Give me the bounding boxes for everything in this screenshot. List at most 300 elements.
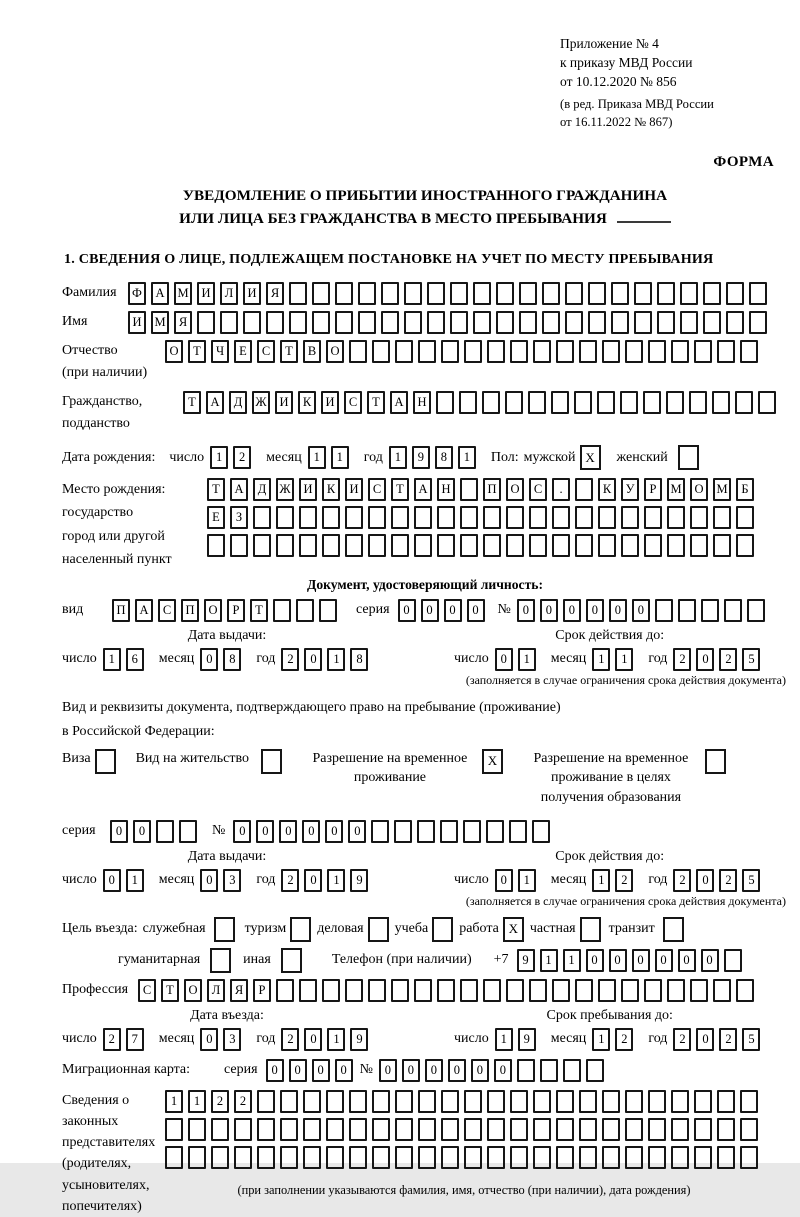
char-box (441, 1118, 459, 1141)
char-box (243, 311, 261, 334)
char-box (303, 1118, 321, 1141)
char-box (220, 311, 238, 334)
char-box (211, 1146, 229, 1169)
char-box (574, 391, 592, 414)
char-box: С (158, 599, 176, 622)
digit-box: 9 (518, 1028, 536, 1051)
surname-label: Фамилия (62, 285, 117, 301)
digit-box: 5 (742, 869, 760, 892)
char-box (575, 506, 593, 529)
char-box (436, 391, 454, 414)
char-box: С (344, 391, 362, 414)
char-box (667, 979, 685, 1002)
char-box (556, 1090, 574, 1113)
digit-box: 1 (458, 446, 476, 469)
char-box: И (345, 478, 363, 501)
char-box (740, 1146, 758, 1169)
digit-box: 0 (304, 869, 322, 892)
char-box: Т (280, 340, 298, 363)
option-residence-permit: Вид на жительство (136, 749, 286, 774)
char-box (372, 340, 390, 363)
char-box (505, 391, 523, 414)
char-box: О (165, 340, 183, 363)
birth-place-row-1 (207, 478, 759, 501)
char-box (345, 979, 363, 1002)
char-box (299, 979, 317, 1002)
char-box (597, 391, 615, 414)
row-purpose-2: гуманитарная иная Телефон (при наличии) +7 9 1 1 0 0 0 0 0 0 (62, 948, 788, 973)
identity-valid-date (454, 628, 765, 671)
char-box (588, 282, 606, 305)
char-box (620, 391, 638, 414)
char-box (322, 506, 340, 529)
digit-box: 1 (615, 648, 633, 671)
digit-box: 1 (389, 446, 407, 469)
char-box (667, 534, 685, 557)
char-box (395, 340, 413, 363)
char-box (694, 1090, 712, 1113)
char-box: Р (227, 599, 245, 622)
char-box (460, 506, 478, 529)
valid-date-group (454, 648, 765, 671)
char-box (394, 820, 412, 843)
char-box: Ч (211, 340, 229, 363)
char-box (464, 1090, 482, 1113)
identity-doc-note: (заполняется в случае ограничения срока действия документа) (465, 672, 786, 687)
char-box (296, 599, 314, 622)
char-box (404, 282, 422, 305)
char-box: 0 (421, 599, 439, 622)
char-box (602, 340, 620, 363)
option-temp-residence: Разрешение на временное проживание X (306, 749, 507, 788)
char-box (417, 820, 435, 843)
checkbox-purpose-other (281, 948, 302, 973)
char-box (335, 311, 353, 334)
profession-boxes (138, 979, 759, 1002)
char-box (724, 949, 742, 972)
char-box: 0 (266, 1059, 284, 1082)
residence-number-label: № (212, 823, 226, 839)
char-box: Л (220, 282, 238, 305)
residence-doc-options (62, 749, 788, 808)
char-box (586, 1059, 604, 1082)
char-box: Б (736, 478, 754, 501)
char-box (510, 1118, 528, 1141)
char-box (556, 1146, 574, 1169)
char-box (657, 311, 675, 334)
char-box (712, 391, 730, 414)
digit-box: 0 (304, 1028, 322, 1051)
char-box (717, 1090, 735, 1113)
date-part-label: год (256, 651, 276, 667)
char-box (533, 340, 551, 363)
char-box: Д (253, 478, 271, 501)
char-box (335, 282, 353, 305)
digit-box: 0 (200, 1028, 218, 1051)
row-profession (62, 979, 788, 1002)
residence-issue-date (62, 849, 392, 892)
digit-box: 1 (592, 869, 610, 892)
section-1-heading: 1. СВЕДЕНИЯ О ЛИЦЕ, ПОДЛЕЖАЩЕМ ПОСТАНОВКЕ НА УЧЕТ ПО МЕСТУ ПРЕБЫВАНИЯ (64, 250, 714, 267)
digit-box: 3 (223, 1028, 241, 1051)
row-residence-series (62, 820, 788, 843)
page-title (62, 185, 788, 231)
char-box (713, 506, 731, 529)
birth-date-group (169, 446, 480, 469)
char-box: 0 (586, 949, 604, 972)
char-box (459, 391, 477, 414)
char-box (368, 979, 386, 1002)
migration-number-boxes (379, 1059, 609, 1082)
digit-box: 9 (412, 446, 430, 469)
char-box (414, 979, 432, 1002)
doc-series-boxes (398, 599, 490, 622)
birth-place-boxes (207, 478, 759, 562)
char-box: Т (367, 391, 385, 414)
char-box (634, 311, 652, 334)
row-given-name (62, 311, 788, 334)
digit-box: 8 (350, 648, 368, 671)
char-box: М (713, 478, 731, 501)
char-box: 0 (586, 599, 604, 622)
char-box: 0 (444, 599, 462, 622)
digit-box: 1 (327, 869, 345, 892)
char-box: Я (266, 282, 284, 305)
char-box (418, 1146, 436, 1169)
char-box (551, 391, 569, 414)
checkbox-purpose-work: X (503, 917, 524, 942)
option-temp-residence-education: Разрешение на временное проживание в целях получения образования (525, 749, 730, 808)
char-box (486, 820, 504, 843)
char-box (345, 534, 363, 557)
doc-kind-boxes (112, 599, 342, 622)
char-box (747, 599, 765, 622)
char-box: У (621, 478, 639, 501)
representatives-label: Сведения о законных представителях (родителях, усыновителях, попечителях) (62, 1092, 156, 1214)
char-box: В (303, 340, 321, 363)
char-box (724, 599, 742, 622)
birth-date-label: Дата рождения: (62, 449, 156, 465)
char-box (395, 1146, 413, 1169)
char-box (598, 979, 616, 1002)
annex-line: от 16.11.2022 № 867) (560, 115, 673, 130)
char-box: 0 (256, 820, 274, 843)
representatives-row-2 (165, 1118, 763, 1141)
char-box (579, 1118, 597, 1141)
digit-box: 1 (308, 446, 326, 469)
digit-box: 1 (103, 648, 121, 671)
annex-reference (560, 34, 788, 132)
char-box (464, 1118, 482, 1141)
char-box: И (243, 282, 261, 305)
char-box (276, 979, 294, 1002)
char-box (621, 979, 639, 1002)
residence-series-label: серия (62, 823, 96, 839)
char-box (358, 282, 376, 305)
digit-box: 3 (223, 869, 241, 892)
char-box: Ж (276, 478, 294, 501)
char-box (749, 282, 767, 305)
char-box: П (181, 599, 199, 622)
digit-box: 1 (327, 648, 345, 671)
char-box: И (321, 391, 339, 414)
char-box (556, 1118, 574, 1141)
char-box (165, 1118, 183, 1141)
char-box: П (483, 478, 501, 501)
date-part-label: год (648, 651, 668, 667)
checkbox-purpose-private (580, 917, 601, 942)
char-box (179, 820, 197, 843)
char-box (506, 506, 524, 529)
char-box: С (529, 478, 547, 501)
char-box (726, 311, 744, 334)
char-box (319, 599, 337, 622)
char-box: Е (207, 506, 225, 529)
char-box (207, 534, 225, 557)
char-box (634, 282, 652, 305)
char-box (678, 599, 696, 622)
date-part-label: месяц (266, 449, 302, 465)
digit-box: 1 (495, 1028, 513, 1051)
char-box (326, 1146, 344, 1169)
char-box (460, 979, 478, 1002)
option-visa: Виза (62, 749, 120, 774)
char-box (644, 534, 662, 557)
char-box (509, 820, 527, 843)
char-box (703, 311, 721, 334)
char-box (460, 478, 478, 501)
char-box: А (206, 391, 224, 414)
char-box (666, 391, 684, 414)
profession-label: Профессия (62, 982, 129, 998)
char-box: 1 (563, 949, 581, 972)
char-box: А (151, 282, 169, 305)
char-box (667, 506, 685, 529)
citizenship-boxes (183, 391, 781, 414)
char-box (510, 1090, 528, 1113)
date-part-label: месяц (158, 651, 195, 667)
date-part-label: месяц (158, 872, 195, 888)
char-box (655, 599, 673, 622)
char-box (690, 534, 708, 557)
date-part-label: число (62, 651, 97, 667)
char-box: 0 (448, 1059, 466, 1082)
char-box (257, 1118, 275, 1141)
char-box (540, 1059, 558, 1082)
doc-series-label: серия (356, 602, 390, 618)
date-part-label: число (454, 651, 489, 667)
digit-box: 1 (518, 869, 536, 892)
checkbox-gender-female (678, 445, 699, 470)
char-box (621, 506, 639, 529)
char-box (680, 311, 698, 334)
char-box (395, 1090, 413, 1113)
char-box (234, 1146, 252, 1169)
char-box: Т (207, 478, 225, 501)
char-box (463, 820, 481, 843)
char-box (368, 534, 386, 557)
char-box (532, 820, 550, 843)
char-box: 0 (540, 599, 558, 622)
char-box: Т (161, 979, 179, 1002)
char-box (414, 534, 432, 557)
checkbox-visa (95, 749, 116, 774)
char-box (391, 979, 409, 1002)
char-box: О (326, 340, 344, 363)
char-box (418, 1090, 436, 1113)
representatives-row-3 (165, 1146, 763, 1169)
char-box: А (414, 478, 432, 501)
annex-line: Приложение № 4 (560, 36, 659, 51)
char-box (529, 534, 547, 557)
char-box: С (257, 340, 275, 363)
residence-number-boxes (233, 820, 555, 843)
valid-date-heading: Срок действия до: (555, 627, 665, 643)
char-box: 0 (494, 1059, 512, 1082)
char-box (372, 1090, 390, 1113)
char-box (533, 1146, 551, 1169)
char-box: С (368, 478, 386, 501)
migration-card-label: Миграционная карта: (62, 1062, 191, 1078)
char-box (483, 534, 501, 557)
digit-box: 2 (673, 869, 691, 892)
char-box (473, 311, 491, 334)
char-box (588, 311, 606, 334)
char-box (690, 506, 708, 529)
checkbox-purpose-business (368, 917, 389, 942)
char-box: 1 (165, 1090, 183, 1113)
char-box: С (138, 979, 156, 1002)
char-box (230, 534, 248, 557)
char-box (717, 1118, 735, 1141)
char-box (644, 979, 662, 1002)
char-box (680, 282, 698, 305)
char-box: . (552, 478, 570, 501)
entry-date-heading: Дата въезда: (190, 1007, 264, 1023)
char-box (598, 506, 616, 529)
char-box (276, 534, 294, 557)
char-box: И (275, 391, 293, 414)
char-box (322, 534, 340, 557)
char-box (289, 311, 307, 334)
issue-date-group (62, 869, 392, 892)
date-part-label: число (454, 1031, 489, 1047)
char-box (621, 534, 639, 557)
issue-date-group (62, 648, 392, 671)
char-box (253, 534, 271, 557)
digit-box: 2 (615, 1028, 633, 1051)
char-box (418, 1118, 436, 1141)
char-box: 0 (325, 820, 343, 843)
migration-series-label: серия (224, 1062, 258, 1078)
char-box (740, 340, 758, 363)
char-box (414, 506, 432, 529)
digit-box: 5 (742, 1028, 760, 1051)
char-box (299, 506, 317, 529)
date-part-label: месяц (550, 872, 587, 888)
patronymic-label: Отчество (при наличии) (62, 342, 148, 381)
char-box: М (667, 478, 685, 501)
char-box (483, 506, 501, 529)
representatives-note: (при заполнении указываются фамилия, имя, отчество (при наличии), дата рождения) (237, 1182, 691, 1197)
char-box (542, 282, 560, 305)
digit-box: 0 (103, 869, 121, 892)
char-box (349, 340, 367, 363)
char-box: 0 (279, 820, 297, 843)
surname-boxes (128, 282, 772, 305)
char-box (749, 311, 767, 334)
char-box: 0 (233, 820, 251, 843)
char-box: Н (413, 391, 431, 414)
char-box: 0 (632, 599, 650, 622)
date-part-label: месяц (550, 651, 587, 667)
row-identity-doc (62, 599, 788, 622)
char-box: Е (234, 340, 252, 363)
checkbox-purpose-study (432, 917, 453, 942)
char-box (602, 1090, 620, 1113)
checkbox-purpose-humanitarian (210, 948, 231, 973)
char-box (671, 1146, 689, 1169)
char-box: 9 (517, 949, 535, 972)
char-box (487, 1146, 505, 1169)
char-box (257, 1146, 275, 1169)
char-box: М (174, 282, 192, 305)
issue-date-heading: Дата выдачи: (187, 627, 267, 643)
char-box (519, 311, 537, 334)
char-box (372, 1146, 390, 1169)
phone-boxes (517, 949, 747, 972)
char-box (648, 340, 666, 363)
row-citizenship (62, 391, 788, 436)
char-box (280, 1090, 298, 1113)
date-part-label: год (363, 449, 383, 465)
char-box (563, 1059, 581, 1082)
char-box: А (390, 391, 408, 414)
char-box (736, 506, 754, 529)
row-purpose-1: Цель въезда: служебная туризм деловая учеба работа X частная транзит (62, 917, 788, 942)
char-box (510, 1146, 528, 1169)
char-box (395, 1118, 413, 1141)
gender-label: Пол: (490, 449, 519, 465)
char-box (440, 820, 458, 843)
digit-box: 0 (495, 648, 513, 671)
char-box (625, 1146, 643, 1169)
char-box (575, 979, 593, 1002)
char-box (575, 478, 593, 501)
char-box (299, 534, 317, 557)
char-box: 0 (348, 820, 366, 843)
char-box: 0 (302, 820, 320, 843)
char-box: 2 (234, 1090, 252, 1113)
char-box (441, 1090, 459, 1113)
migration-series-boxes (266, 1059, 358, 1082)
row-birth-place (62, 478, 788, 570)
char-box (552, 534, 570, 557)
char-box (575, 534, 593, 557)
char-box: О (506, 478, 524, 501)
char-box (427, 282, 445, 305)
date-part-label: год (648, 872, 668, 888)
char-box (611, 282, 629, 305)
issue-date-heading: Дата выдачи: (187, 848, 267, 864)
row-representatives (62, 1090, 788, 1217)
checkbox-residence-permit (261, 749, 282, 774)
digit-box: 9 (350, 869, 368, 892)
digit-box: 1 (126, 869, 144, 892)
char-box: И (197, 282, 215, 305)
char-box (701, 599, 719, 622)
char-box (717, 1146, 735, 1169)
